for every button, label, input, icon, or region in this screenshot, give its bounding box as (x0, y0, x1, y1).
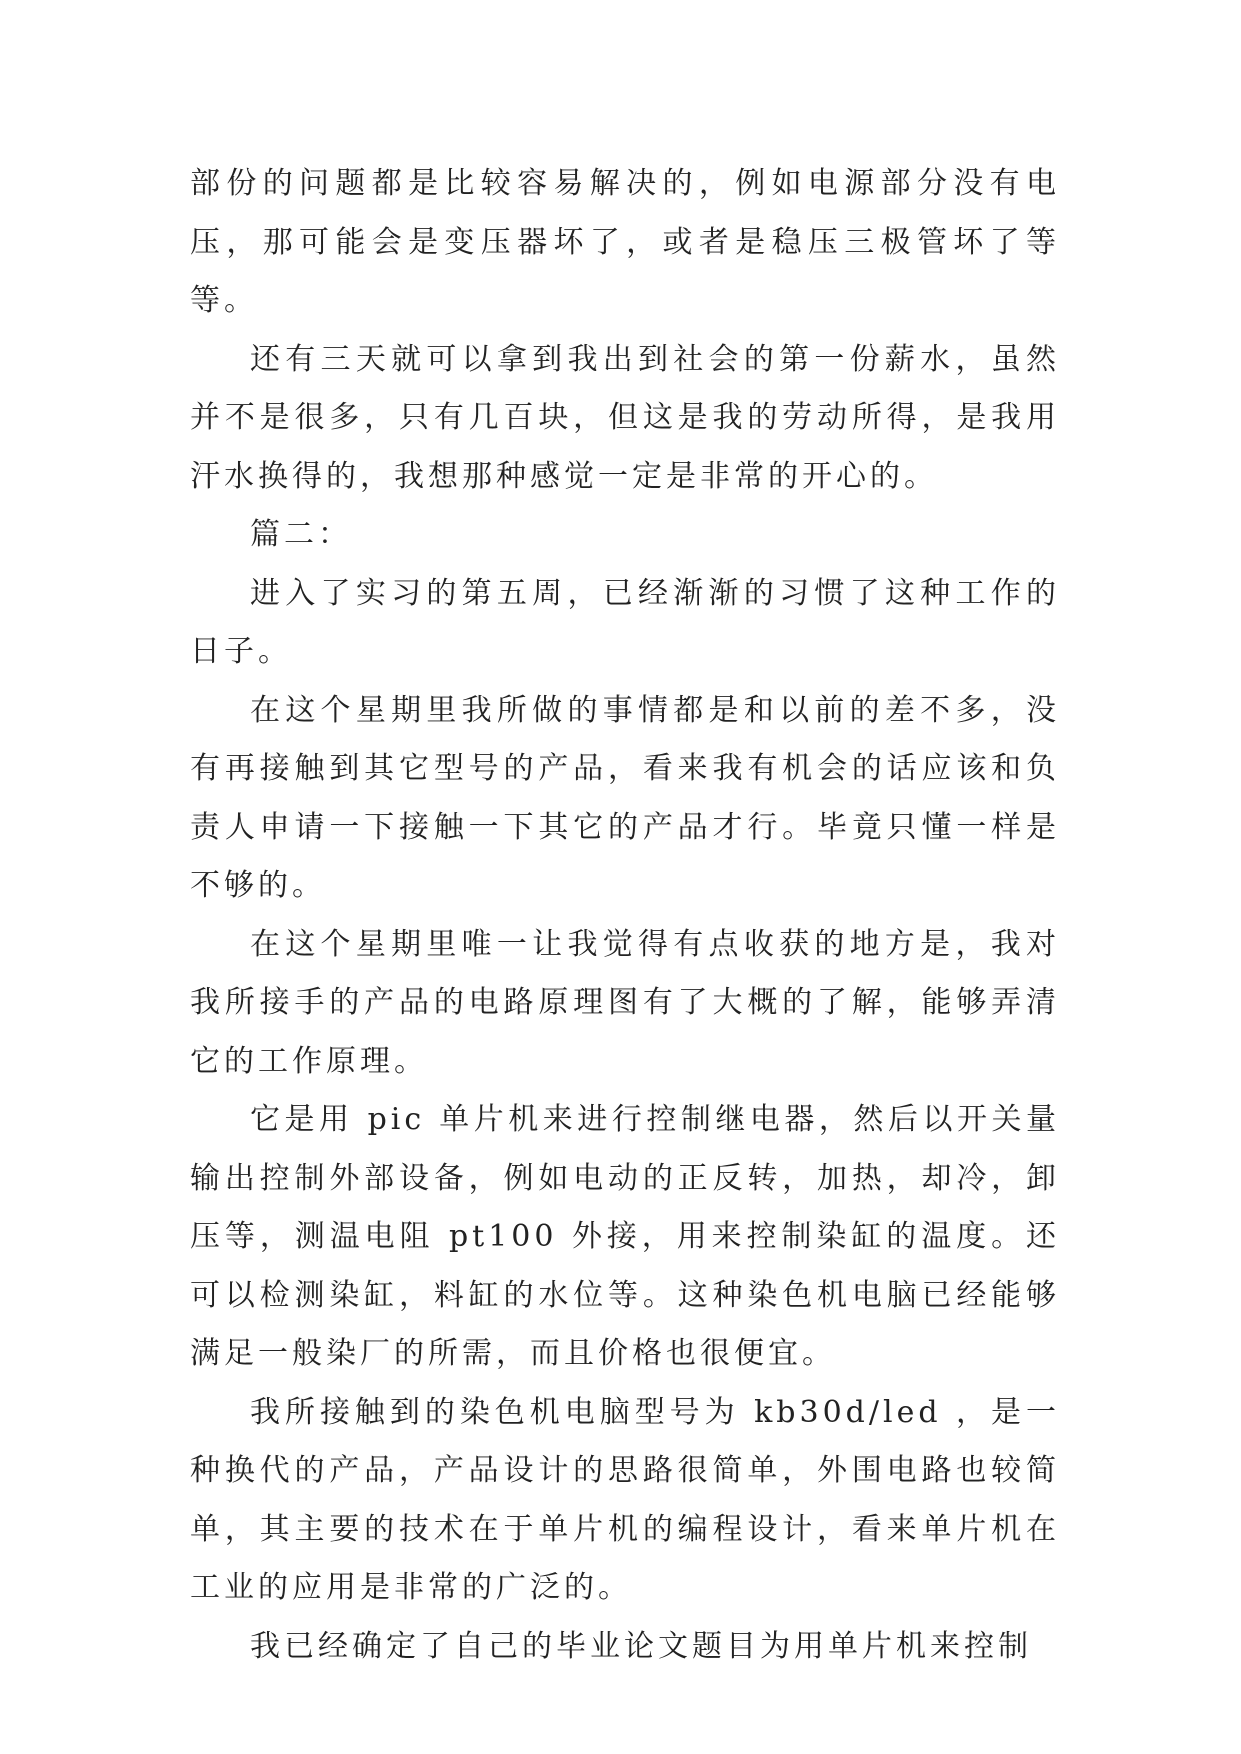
paragraph: 我已经确定了自己的毕业论文题目为用单片机来控制 (250, 1628, 1032, 1664)
paragraph: 进入了实习的第五周，已经渐渐的习惯了这种工作的日子。 (190, 575, 1060, 669)
paragraph: 它是用 pic 单片机来进行控制继电器，然后以开关量输出控制外部设备，例如电动的正反转，加热，却冷，卸压等，测温电阻 pt100 外接，用来控制染缸的温度。还可以检测染缸，料缸的水位等。这种染色机电脑已经能够满足一般染厂的所需，而且价格也很便宜。 (190, 1102, 1060, 1371)
body-text (190, 155, 1060, 1676)
paragraph: 我所接触到的染色机电脑型号为 kb30d/led ，是一种换代的产品，产品设计的思路很简单，外围电路也较简单，其主要的技术在于单片机的编程设计，看来单片机在工业的应用是非常的广泛的。 (190, 1394, 1060, 1605)
paragraph: 还有三天就可以拿到我出到社会的第一份薪水，虽然并不是很多，只有几百块，但这是我的劳动所得，是我用汗水换得的，我想那种感觉一定是非常的开心的。 (190, 341, 1060, 494)
paragraph: 在这个星期里我所做的事情都是和以前的差不多，没有再接触到其它型号的产品，看来我有机会的话应该和负责人申请一下接触一下其它的产品才行。毕竟只懂一样是不够的。 (190, 692, 1060, 903)
paragraph-continued: 部份的问题都是比较容易解决的，例如电源部分没有电压，那可能会是变压器坏了，或者是稳压三极管坏了等等。 (190, 166, 1060, 318)
paragraph: 在这个星期里唯一让我觉得有点收获的地方是，我对我所接手的产品的电路原理图有了大概的了解，能够弄清它的工作原理。 (190, 926, 1060, 1079)
section-heading: 篇二： (250, 517, 352, 552)
